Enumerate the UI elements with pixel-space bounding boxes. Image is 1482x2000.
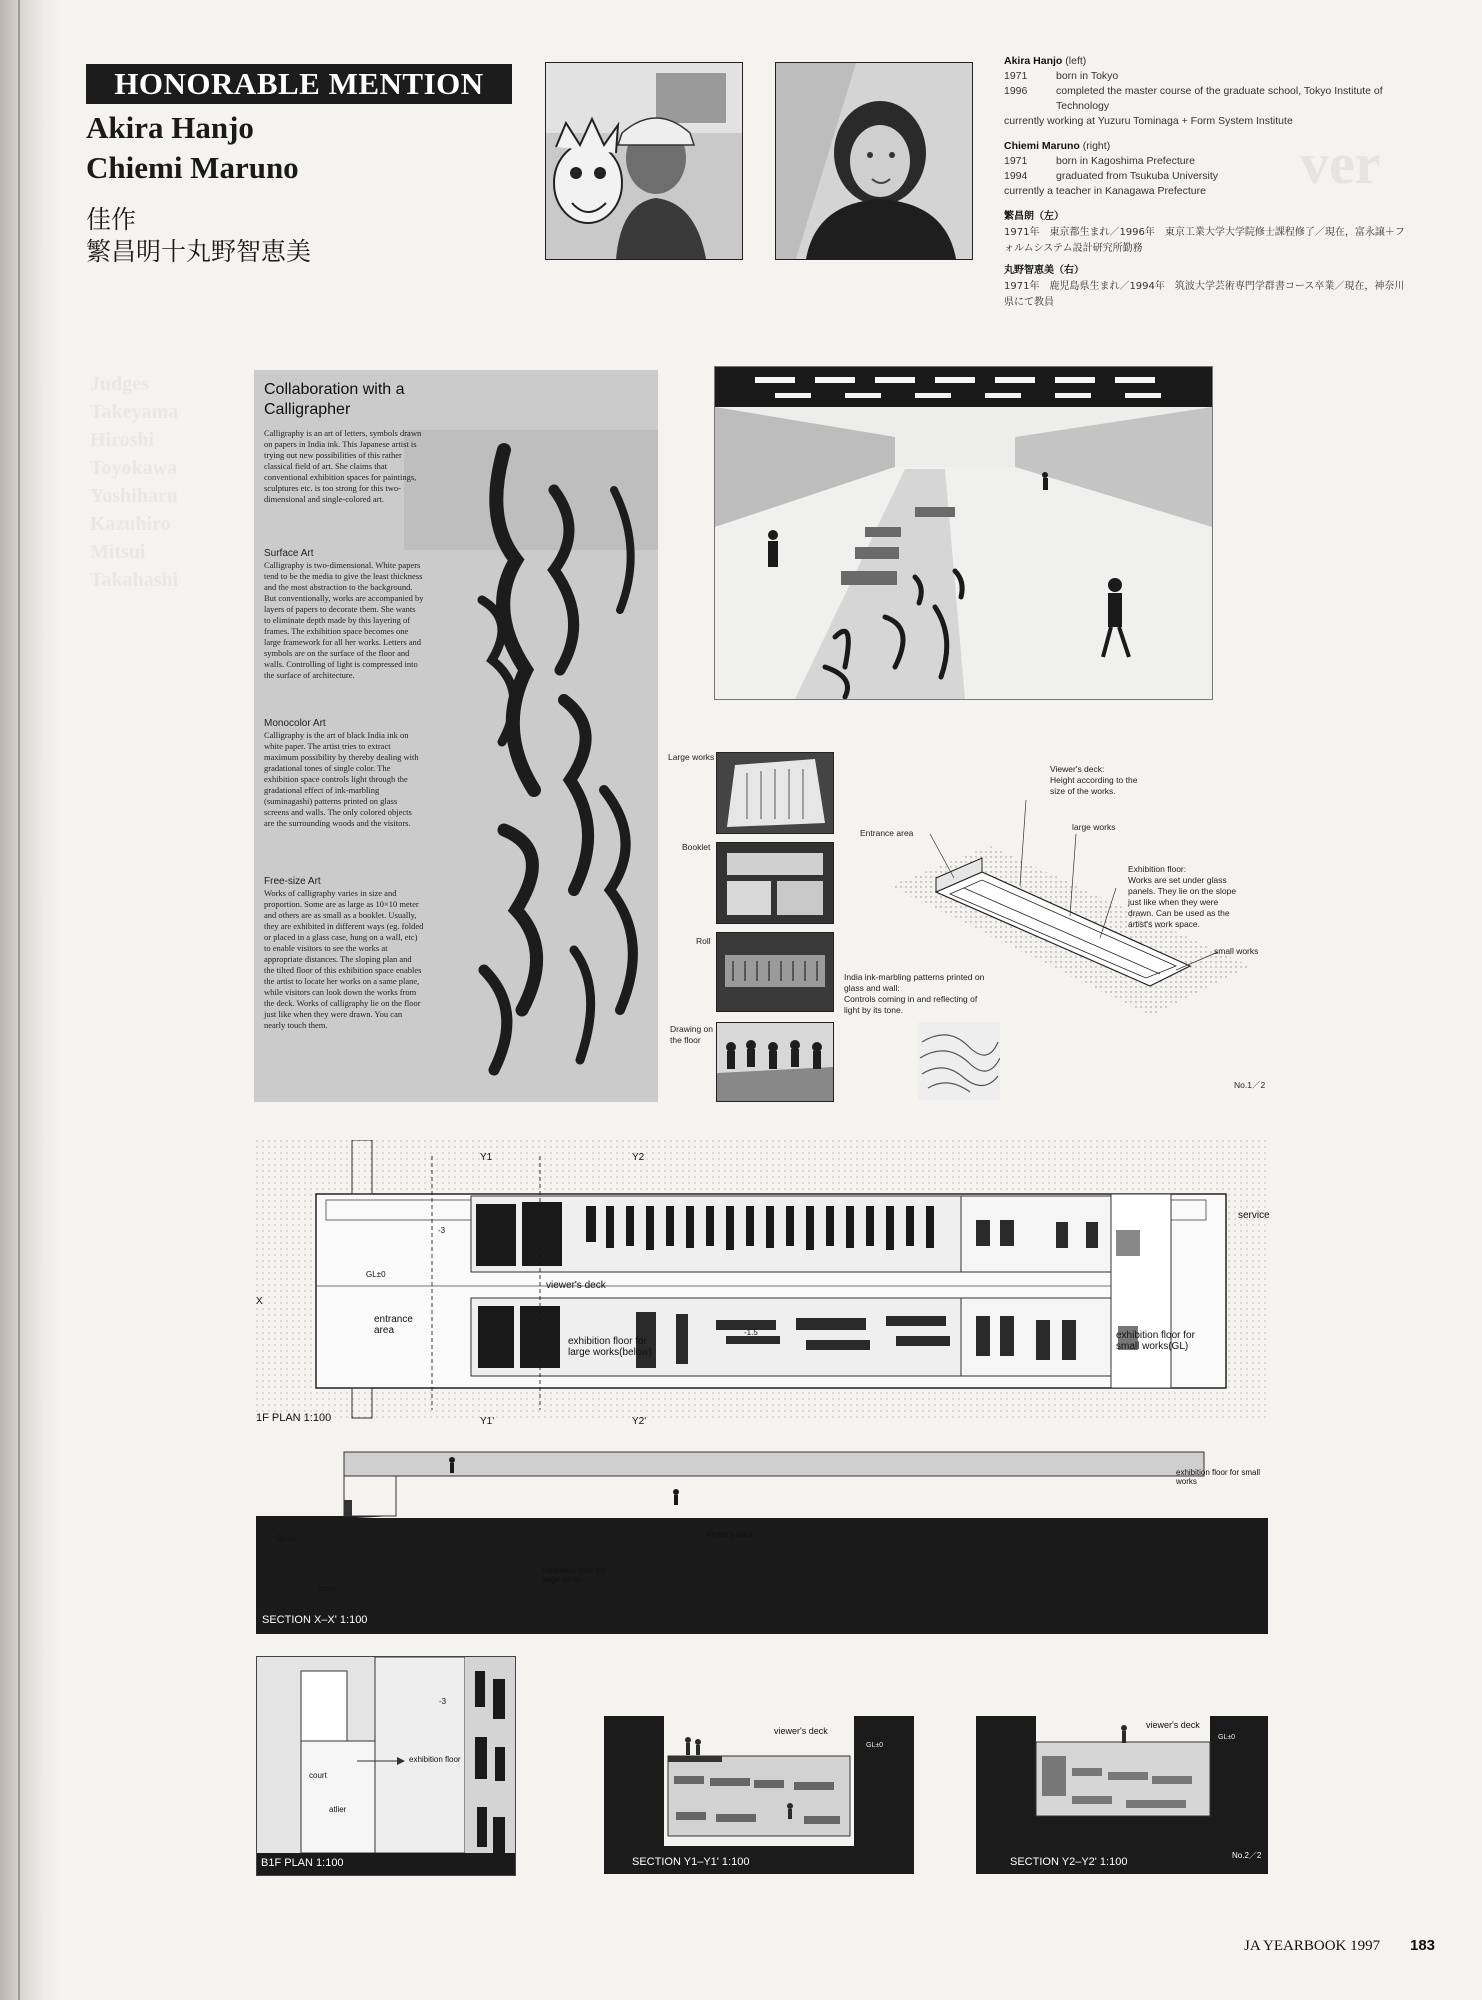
bio-name-2: Chiemi Maruno	[1004, 140, 1080, 152]
honorable-mention-badge: HONORABLE MENTION	[86, 64, 512, 104]
author-name-2: Chiemi Maruno	[86, 150, 299, 185]
bio-year: 1996	[1004, 85, 1028, 97]
level-minus15-plan: -1.5	[744, 1328, 758, 1337]
author-bio	[1004, 54, 1414, 311]
label-viewers-deck-plan: viewer's deck	[546, 1280, 606, 1291]
label-section-court: court	[318, 1584, 336, 1593]
section-head-freesize: Free-size Art	[264, 876, 321, 887]
ink-marbling-sample	[918, 1022, 1000, 1100]
b1f-plan-title: B1F PLAN 1:100	[261, 1857, 344, 1869]
calligraphy-intro: Calligraphy is an art of letters, symbols drawn on papers in India ink. This Japanese artist is trying out new possibilities of this rather classical field of art. She claims that conventional exhibition spaces for paintings, sculptures etc. is too strong for this two-dimensional and single-colored art.	[264, 428, 422, 504]
b1f-plan-panel	[256, 1656, 516, 1876]
label-viewers-deck: Viewer's deck:	[1050, 764, 1105, 774]
label-ink-marbling-note: Controls coming in and reflecting of light by its tone.	[844, 994, 978, 1015]
bio-text: born in Kagoshima Prefecture	[1056, 155, 1195, 167]
level-y1-gl: GL±0	[866, 1742, 884, 1749]
photo-akira-hanjo	[545, 62, 743, 260]
grid-label-y1-prime: Y1'	[480, 1416, 495, 1427]
page-binding-shadow	[0, 0, 60, 2000]
plan-title-1f: 1F PLAN 1:100	[256, 1412, 332, 1424]
bio-text: completed the master course of the graduate school, Tokyo Institute of Technology	[1056, 85, 1383, 112]
level-gl-section: GL±0	[276, 1534, 296, 1543]
bio-name-1: Akira Hanjo	[1004, 55, 1063, 67]
show-through-left: Judges Takeyama Hiroshi Toyokawa Yoshiharu Kazuhiro Mitsui Takahashi	[90, 373, 179, 591]
photo-chiemi-maruno	[775, 62, 973, 260]
grid-label-y1: Y1	[480, 1152, 493, 1163]
bio-jp-name-1: 繁昌朗（左）	[1004, 211, 1064, 222]
level-minus3-plan: -3	[438, 1226, 446, 1235]
perspective-rendering	[714, 366, 1213, 700]
bio-text: born in Tokyo	[1056, 70, 1119, 82]
bio-year: 1994	[1004, 170, 1028, 182]
section-text-monocolor: Calligraphy is the art of black India ink on white paper. The artist tries to extract maximum possibility by thereby dealing with gradational tones of single color. The exhibition space controls light through the gradational effect of ink-marbling (suminagashi) patterns printed on glass screens and walls. The only colored objects are the surrounding woods and the visitors.	[264, 730, 419, 828]
level-y2-gl: GL±0	[1218, 1734, 1236, 1741]
calligraphy-panel	[254, 370, 658, 1102]
label-drawing-floor: Drawing on the floor	[670, 1024, 713, 1045]
label-exhibition-large: exhibition floor for large works(below)	[568, 1336, 652, 1358]
label-entrance-area: Entrance area	[860, 828, 914, 838]
thumb-large-works	[716, 752, 834, 834]
show-through-ghost: ver	[1300, 131, 1381, 196]
level-b1-minus3: -3	[439, 1697, 447, 1706]
bio-current-2: currently a teacher in Kanagawa Prefecture	[1004, 185, 1206, 197]
award-jp: 佳作	[86, 205, 137, 234]
grid-label-y2: Y2	[632, 1152, 645, 1163]
label-y2-deck: viewer's deck	[1146, 1720, 1200, 1730]
label-booklet: Booklet	[682, 842, 711, 852]
author-name-1: Akira Hanjo	[86, 110, 254, 145]
bio-jp-text-2: 1971年 鹿児島県生まれ／1994年 筑波大学芸術専門学群書コース卒業／現在，神奈川県にて教員	[1004, 281, 1405, 308]
label-large-works: Large works	[668, 752, 715, 762]
label-section-large-works: exhibition floor for large works	[542, 1566, 606, 1584]
label-exhibition-floor: Exhibition floor:	[1128, 864, 1187, 874]
label-service: service	[1238, 1210, 1270, 1221]
thumb-drawing-floor	[716, 1022, 834, 1102]
label-ink-marbling: India ink-marbling patterns printed on glass and wall:	[844, 972, 985, 993]
section-y2-panel	[976, 1716, 1268, 1874]
label-large-works-axon: large works	[1072, 822, 1116, 832]
bio-side-2: (right)	[1082, 140, 1111, 152]
section-y1-panel	[604, 1716, 914, 1874]
thumb-roll	[716, 932, 834, 1012]
calligraphy-title: Collaboration with a Calligrapher	[264, 381, 405, 418]
label-section-viewers-deck: viewer's deck	[706, 1530, 754, 1539]
bio-text: graduated from Tsukuba University	[1056, 170, 1219, 182]
label-section-small-works: exhibition floor for small works	[1176, 1468, 1261, 1486]
thumb-booklet	[716, 842, 834, 924]
section-y2-title: SECTION Y2–Y2' 1:100	[1010, 1856, 1128, 1868]
footer-yearbook: JA YEARBOOK 1997	[1244, 1938, 1381, 1954]
label-y1-deck: viewer's deck	[774, 1726, 828, 1736]
bio-jp-name-2: 丸野智恵美（右）	[1004, 265, 1084, 276]
section-head-surface: Surface Art	[264, 548, 314, 559]
floor-plan-drawing	[256, 1140, 1268, 1635]
section-text-surface: Calligraphy is two-dimensional. White papers tend to be the media to give the least thickness and the most abstraction to the background. But conventionally, works are accompanied by layers of papers to decorate them. She wants to eliminate depth made by this layering of frames. The exhibition space becomes one large framework for all her works. Letters and symbols are on the surface of the floor and walls. Controlling of light is compressed into the surface of architecture.	[264, 560, 424, 680]
sheet-number-1: No.1／2	[1234, 1080, 1266, 1090]
label-viewers-deck-note: Height according to the size of the works.	[1050, 775, 1138, 796]
bio-year: 1971	[1004, 70, 1028, 82]
plan-and-section-panel	[256, 1140, 1268, 1635]
label-b1-court: court	[309, 1771, 327, 1780]
grid-label-y2-prime: Y2'	[632, 1416, 647, 1427]
authors-jp: 繁昌明十丸野智恵美	[86, 237, 312, 266]
sheet-number-2: No.2／2	[1232, 1851, 1262, 1860]
level-gl-plan: GL±0	[366, 1270, 386, 1279]
page-number: 183	[1410, 1937, 1436, 1954]
bio-side-1: (left)	[1065, 55, 1087, 67]
section-x-title: SECTION X–X' 1:100	[262, 1614, 368, 1626]
label-roll: Roll	[696, 936, 711, 946]
section-y1-title: SECTION Y1–Y1' 1:100	[632, 1856, 750, 1868]
label-small-works: small works	[1214, 946, 1259, 956]
section-text-freesize: Works of calligraphy varies in size and proportion. Some are as large as 10×10 meter and others are as small as a booklet. Usually, they are exhibited in different ways (eg. folded or placed in a glass case, hung on a wall, etc) to enable visitors to see the works at appropriate distances. The sloping plan and the tilted floor of this exhibition space enables the artist to locate her works on a same plane, while visitors can look down the works from the deck. Works of calligraphy lie on the floor just like when they were drawn. You can nearly touch them.	[264, 888, 424, 1030]
label-entrance-area-plan: entrance area	[374, 1314, 413, 1336]
section-head-monocolor: Monocolor Art	[264, 718, 326, 729]
label-exhibition-floor-note: Works are set under glass panels. They lie on the slope just like when they were drawn. Can be used as the artist's work space.	[1128, 875, 1237, 929]
bio-year: 1971	[1004, 155, 1028, 167]
label-exhibition-small: exhibition floor for small works(GL)	[1116, 1330, 1195, 1352]
grid-label-x: X	[256, 1296, 263, 1307]
page-edge-line	[18, 0, 20, 2000]
bio-jp-text-1: 1971年 東京都生まれ／1996年 東京工業大学大学院修士課程修了／現在，富永譲＋フォルムシステム設計研究所勤務	[1004, 227, 1405, 254]
bio-current-1: currently working at Yuzuru Tominaga + Form System Institute	[1004, 115, 1293, 127]
label-b1-exhibition: exhibition floor	[409, 1755, 461, 1764]
label-b1-atelier: atlier	[329, 1805, 347, 1814]
